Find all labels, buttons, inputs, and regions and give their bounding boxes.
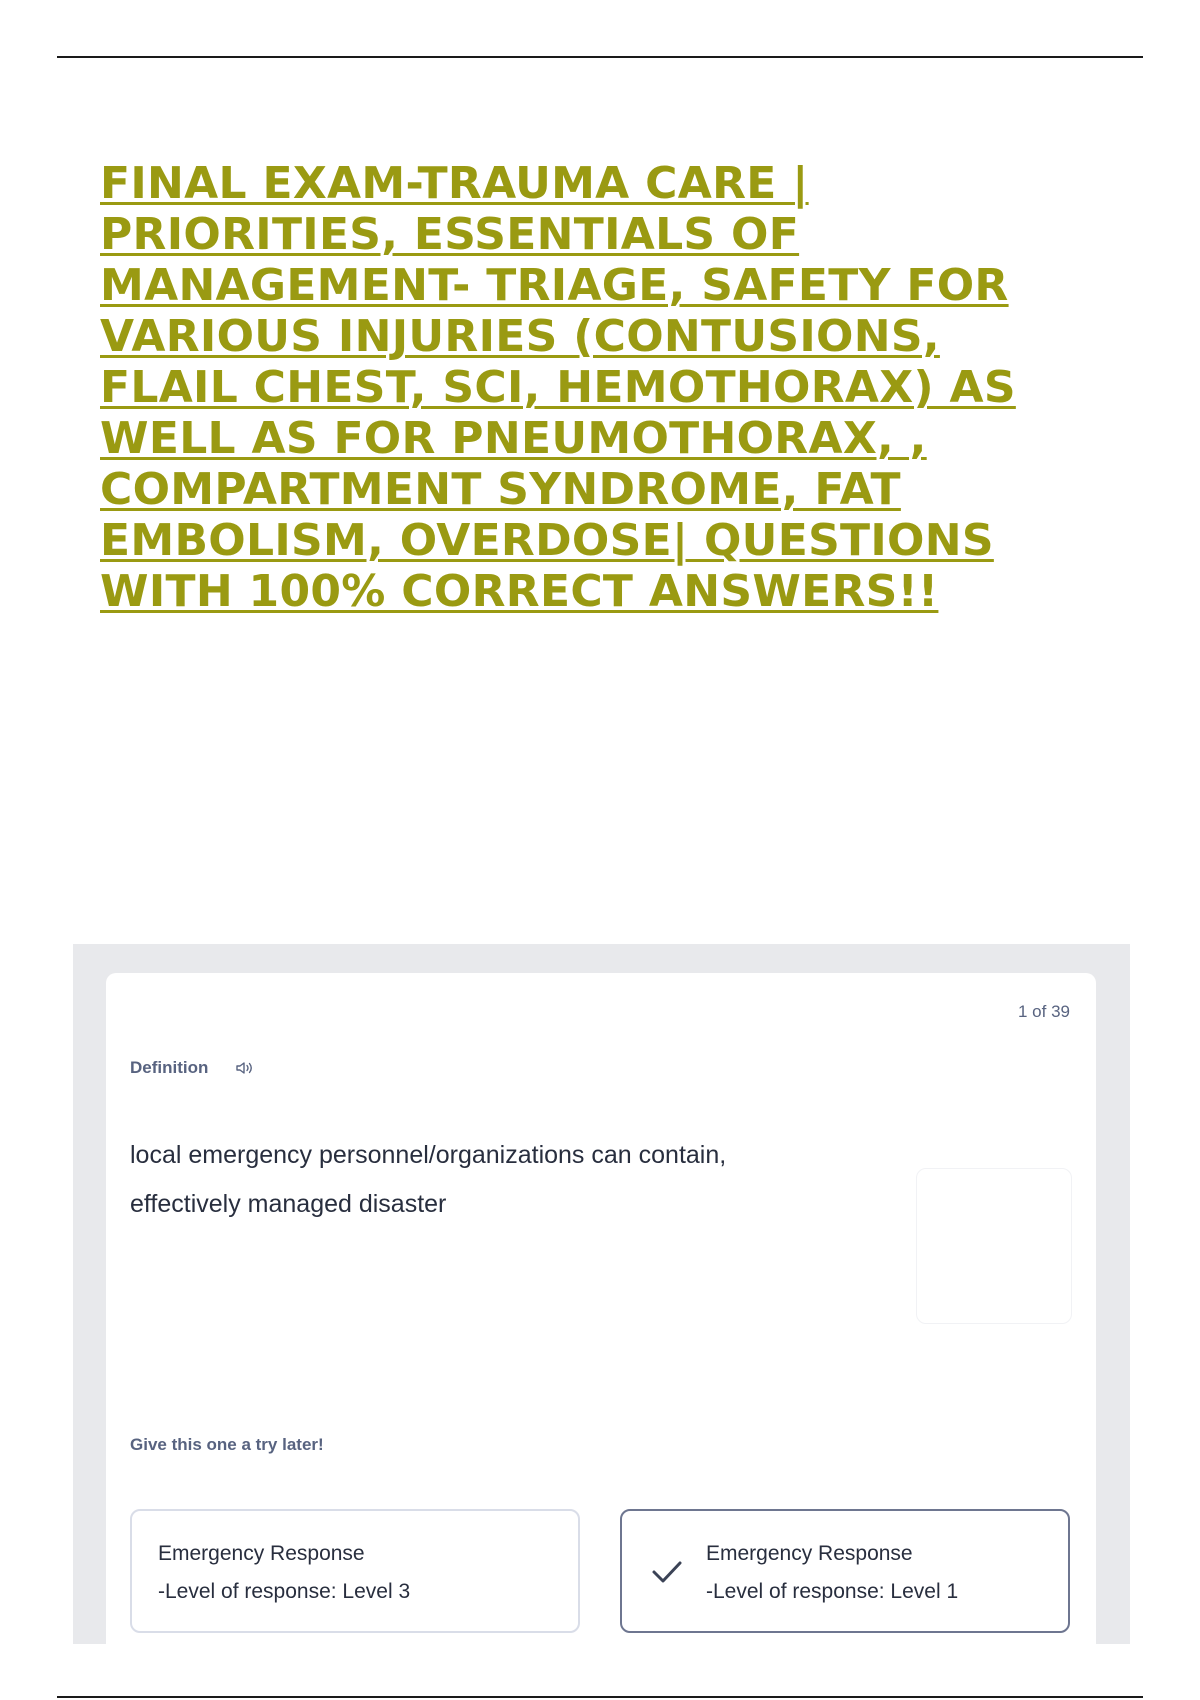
flashcard-panel	[73, 944, 1130, 1644]
title-line: MANAGEMENT- TRIAGE, SAFETY FOR	[100, 260, 1009, 311]
image-placeholder	[916, 1168, 1072, 1324]
answer-option-line: -Level of response: Level 1	[706, 1580, 959, 1603]
card-counter: 1 of 39	[1018, 1002, 1070, 1021]
definition-line: local emergency personnel/organizations can contain,	[130, 1141, 727, 1169]
try-later-label: Give this one a try later!	[130, 1435, 324, 1454]
speaker-icon[interactable]	[234, 1058, 254, 1078]
answer-option-line: -Level of response: Level 3	[158, 1580, 411, 1603]
title-line: EMBOLISM, OVERDOSE| QUESTIONS	[100, 515, 994, 566]
title-line: VARIOUS INJURIES (CONTUSIONS,	[100, 311, 940, 362]
title-line: COMPARTMENT SYNDROME, FAT	[100, 464, 901, 515]
answer-option-text	[706, 1535, 958, 1611]
bottom-rule	[57, 1696, 1143, 1698]
title-line: PRIORITIES, ESSENTIALS OF	[100, 209, 800, 260]
title-line: FINAL EXAM-TRAUMA CARE |	[100, 158, 809, 209]
flashcard	[106, 973, 1096, 1673]
definition-line: effectively managed disaster	[130, 1190, 447, 1218]
check-icon	[650, 1557, 684, 1587]
answer-option-line: Emergency Response	[706, 1542, 913, 1565]
answer-option-text	[158, 1535, 410, 1611]
side-label	[130, 1058, 254, 1078]
answer-option-selected[interactable]	[620, 1509, 1070, 1633]
answer-option-line: Emergency Response	[158, 1542, 365, 1565]
title-line: FLAIL CHEST, SCI, HEMOTHORAX) AS	[100, 362, 1016, 413]
title-line: WITH 100% CORRECT ANSWERS!!	[100, 566, 939, 617]
side-label-text: Definition	[130, 1058, 209, 1077]
top-rule	[57, 56, 1143, 58]
answer-option[interactable]	[130, 1509, 580, 1633]
title-line: WELL AS FOR PNEUMOTHORAX, ,	[100, 413, 927, 464]
document-title	[100, 158, 1060, 617]
definition-text	[130, 1131, 830, 1229]
